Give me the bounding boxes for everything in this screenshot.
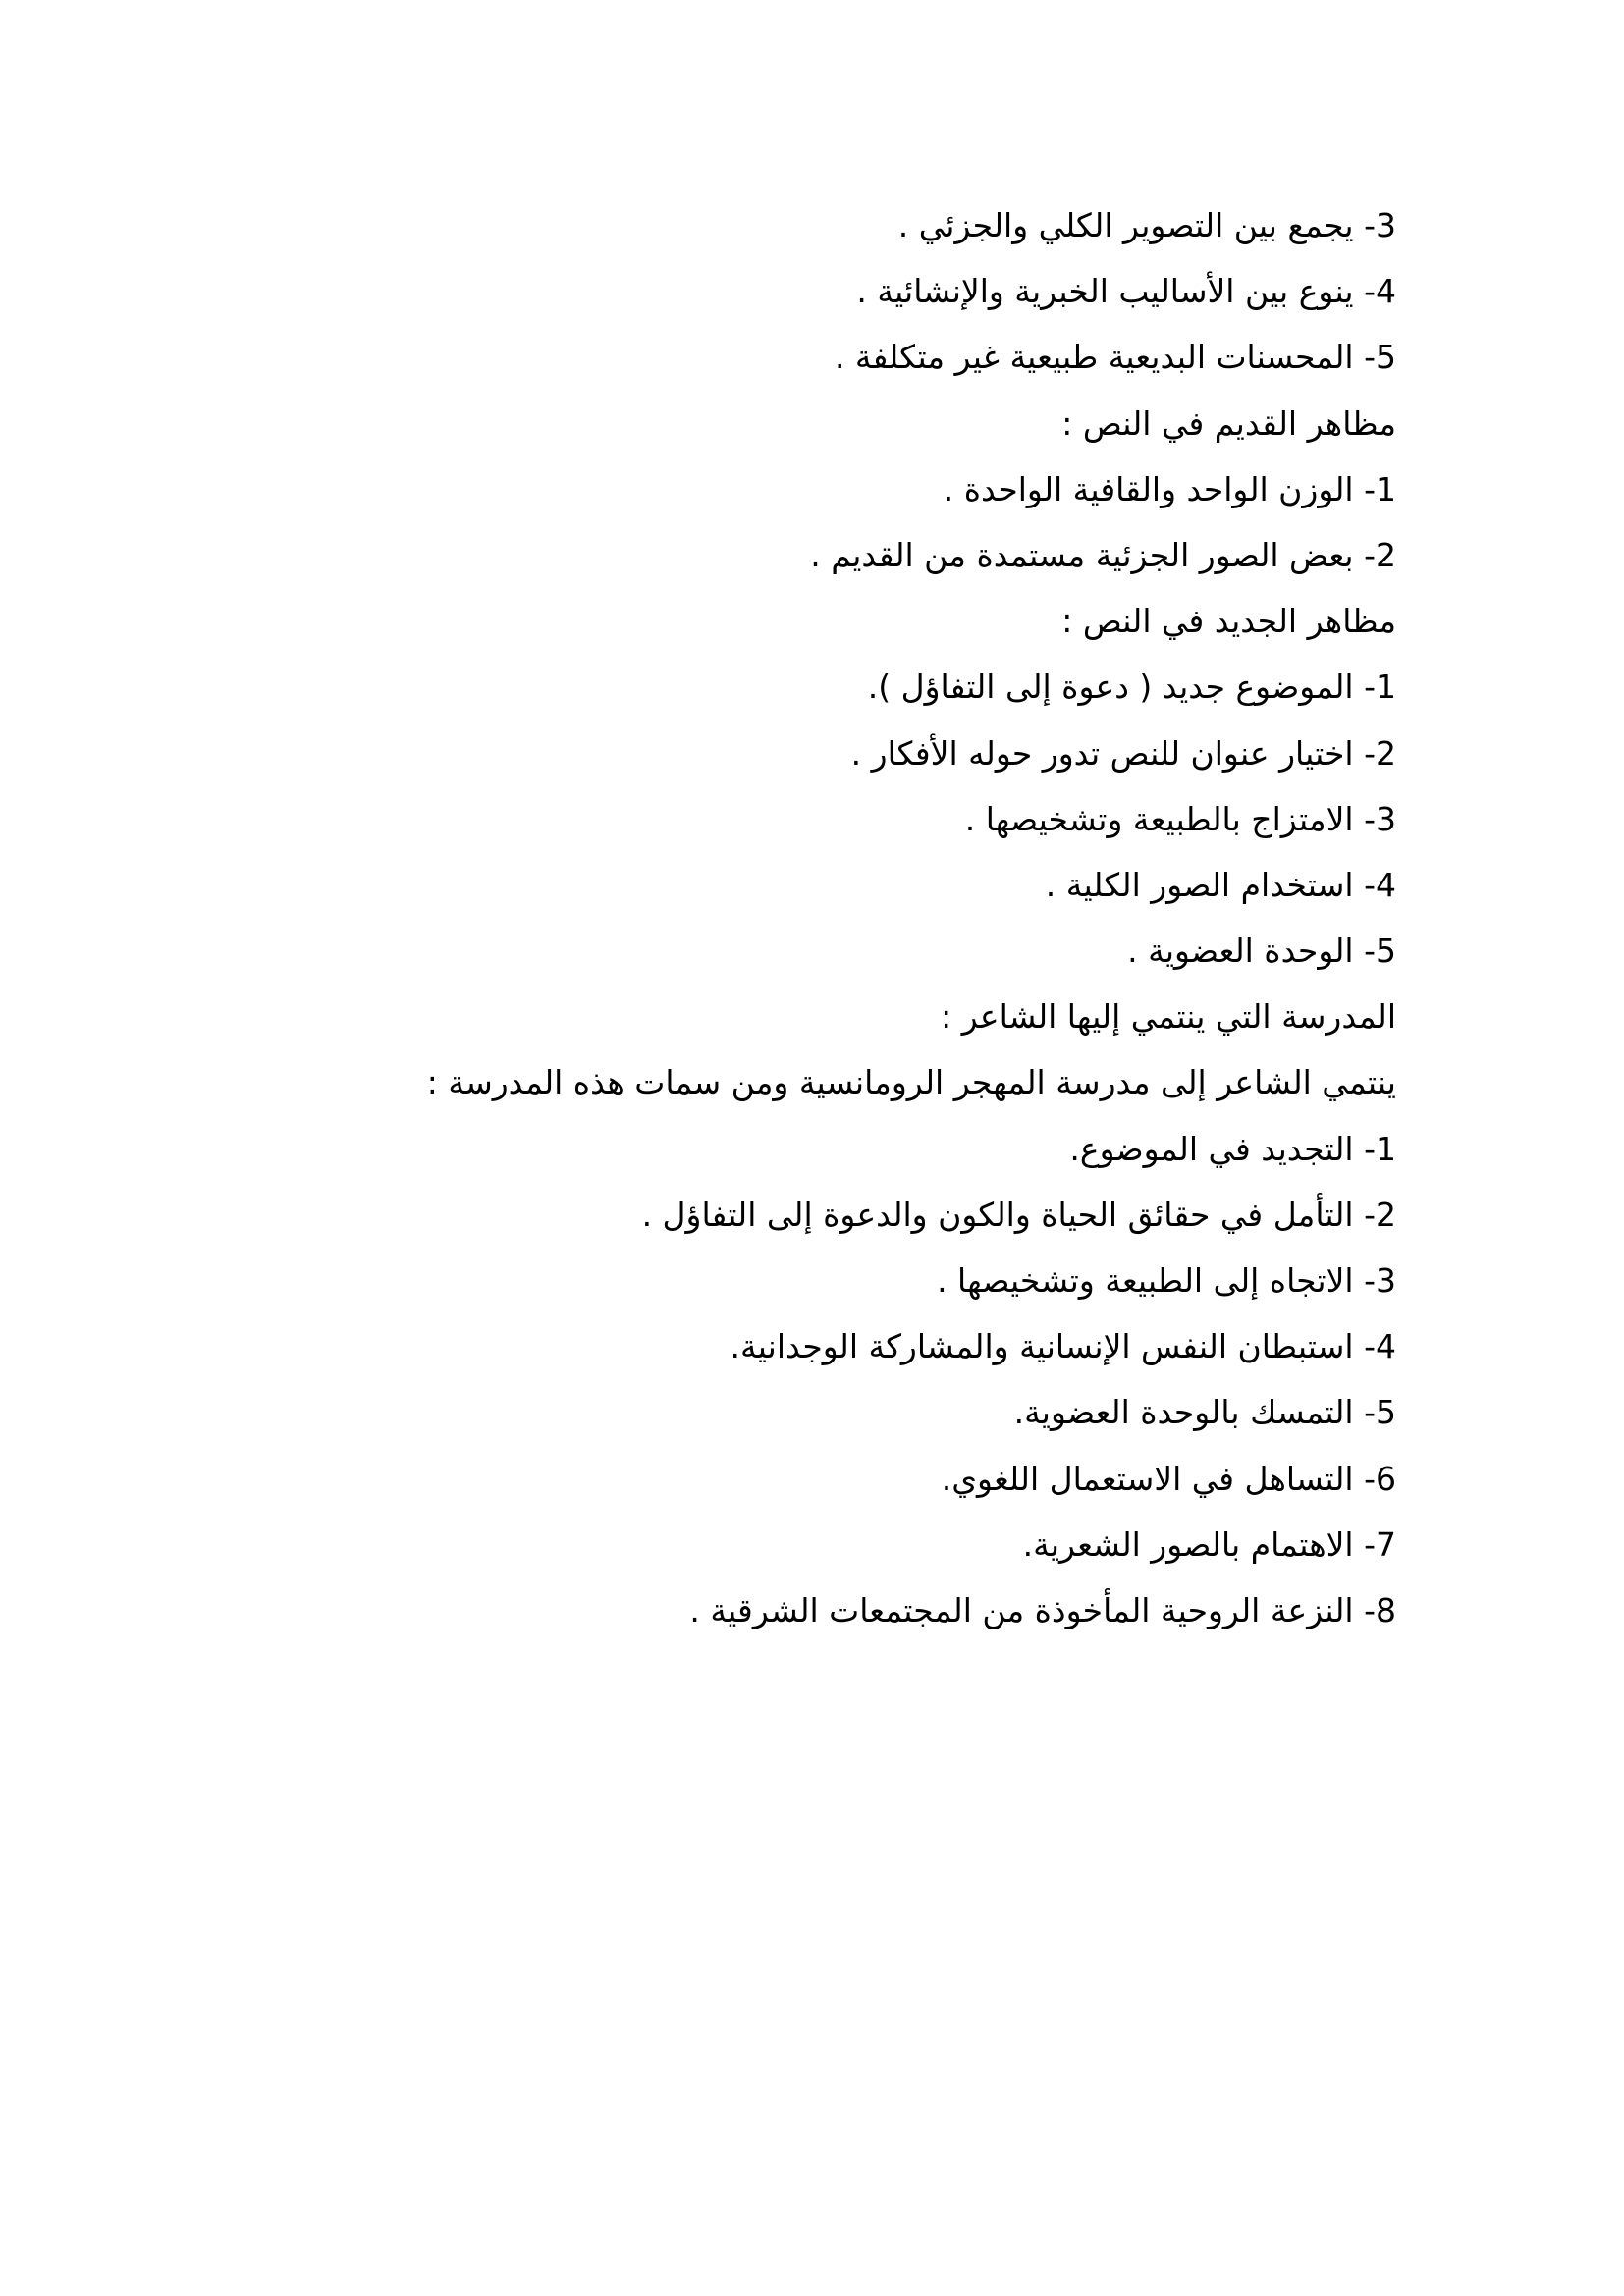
list-item: 1- التجديد في الموضوع.: [1069, 1129, 1396, 1168]
list-item: 8- النزعة الروحية المأخوذة من المجتمعات الشرقية .: [689, 1590, 1396, 1629]
list-item: 4- استخدام الصور الكلية .: [1045, 865, 1396, 904]
list-item: 4- ينوع بين الأساليب الخبرية والإنشائية .: [856, 272, 1396, 311]
list-item: 3- الامتزاج بالطبيعة وتشخيصها .: [964, 799, 1396, 838]
list-item: 7- الاهتمام بالصور الشعرية.: [1022, 1524, 1396, 1564]
list-item: 6- التساهل في الاستعمال اللغوي.: [941, 1459, 1396, 1498]
list-item: 5- المحسنات البديعية طبيعية غير متكلفة .: [834, 338, 1396, 377]
list-item: 4- استبطان النفس الإنسانية والمشاركة الوجدانية.: [730, 1327, 1396, 1366]
list-item: 3- الاتجاه إلى الطبيعة وتشخيصها .: [937, 1261, 1396, 1300]
document-body: [316, 192, 1396, 1643]
paragraph-intro: ينتمي الشاعر إلى مدرسة المهجر الرومانسية ومن سمات هذه المدرسة :: [426, 1063, 1396, 1102]
list-item: 1- الموضوع جديد ( دعوة إلى التفاؤل ).: [867, 667, 1396, 707]
list-item: 2- التأمل في حقائق الحياة والكون والدعوة إلى التفاؤل .: [641, 1195, 1396, 1234]
list-item: 5- التمسك بالوحدة العضوية.: [1013, 1393, 1396, 1432]
section-heading: المدرسة التي ينتمي إليها الشاعر :: [941, 997, 1396, 1037]
list-item: 1- الوزن الواحد والقافية الواحدة .: [943, 469, 1396, 508]
section-heading: مظاهر القديم في النص :: [1061, 403, 1396, 443]
list-item: 5- الوحدة العضوية .: [1127, 932, 1396, 971]
list-item: 2- بعض الصور الجزئية مستمدة من القديم .: [810, 535, 1396, 574]
list-item: 3- يجمع بين التصوير الكلي والجزئي .: [897, 206, 1396, 244]
section-heading: مظاهر الجديد في النص :: [1061, 602, 1396, 641]
list-item: 2- اختيار عنوان للنص تدور حوله الأفكار .: [850, 733, 1396, 773]
